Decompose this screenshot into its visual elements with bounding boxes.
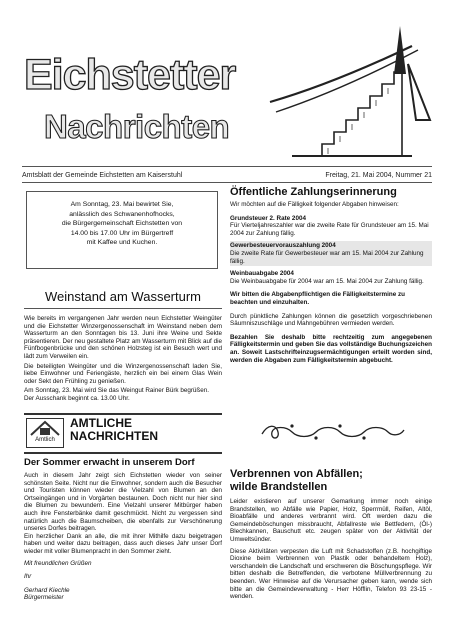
zahlung-block-2 [230,241,432,266]
abfaelle-title-1: Verbrennen von Abfällen; [230,468,363,480]
sommer-article [24,456,222,602]
sommer-sign-name: Gerhard Kiechle [24,586,70,594]
village-logo-icon [262,24,432,164]
sommer-title: Der Sommer erwacht in unserem Dorf [24,457,195,468]
promo-line: die Bürgergemeinschaft Eichstetten von [61,220,183,228]
sommer-sign-ihr: Ihr [24,573,32,581]
weinstand-para-2: Die beteiligten Weingüter und die Winzergenossenschaft laden Sie, liebe Einwohner und Feriengäste, herzlich ein bei einem Glas Wein oder Sekt den Frühling zu genießen. [24,362,222,385]
promo-line: Am Sonntag, 23. Mai bewirtet Sie, [70,201,174,208]
weinstand-para-1: Wie bereits im vergangenen Jahr werden neun Eichstetter Weingüter und die Eichstetter Winzergenossenschaft im Weinstand neben dem Wasserturm an den Sonntagen bis 13. Juni ihre Weine und Sekte präsentieren. Der neu gestaltete Platz am Wasserturm mit Blick auf die Fünfbogenbrücke und den schönen Holzsteg ist ein Besuch wert und lädt zum Verweilen ein. [24,315,222,360]
masthead-date-issue: Freitag, 21. Mai 2004, Nummer 21 [325,172,432,179]
masthead-rule-top [22,166,432,167]
amtlich-logo-text: Amtlich [35,437,55,443]
weinstand-article [24,290,222,403]
abfaelle-para-2: Diese Aktivitäten verpesten die Luft mit Schadstoffen (z.B. hochgiftige Dioxine beim Verbrennen von Plastik oder behandeltem Holz), verschandeln die Landschaft und erschweren die Böschungspflege. Wir bitten deshalb die Betreffenden, die verbotene Müllverbrennung zu beenden. Wer Hinweise auf die Verursacher geben kann, wende sich bitte an die Gemeindeverwaltung - Herr Höfflin, Telefon 93 23-15 - wenden. [230,547,432,601]
amtlich-line-2: NACHRICHTEN [70,429,158,443]
zahlung-h1: Grundsteuer 2. Rate 2004 [230,214,306,222]
zahlung-bold-1: Wir bitten die Abgabenpflichtigen die Fälligkeitstermine zu beachten und einzuhalten. [230,291,405,306]
masthead-subtitle: Amtsblatt der Gemeinde Eichstetten am Kaiserstuhl [22,172,183,179]
masthead-subtitle-title: Nachrichten [44,108,230,145]
zahlung-bold-2: Bezahlen Sie deshalb bitte rechtzeitig zum angegebenen Fälligkeitstermin und geben Sie das vollständige Buchungszeichen an. Soweit Lastschrifteinzugsermächtigungen erteilt worden sind, werden die Abgaben zum Fälligkeitstermin abgebucht. [230,333,432,364]
amtlich-heading [70,417,158,443]
zahlung-h2: Gewerbesteuervorauszahlung 2004 [230,242,336,250]
zahlung-t1: Für Vierteljahreszahler war die zweite Rate für Grundsteuer am 15. Mai 2004 zur Zahlung fällig. [230,222,429,237]
zahlung-article [230,186,432,364]
zahlung-intro: Wir möchten auf die Fälligkeit folgender Abgaben hinweisen: [230,201,399,208]
promo-line: anlässlich des Schwanenhofhocks, [69,210,175,218]
sommer-sign-greeting: Mit freundlichen Grüßen [24,559,92,567]
zahlung-t3: Die Weinbauabgabe für 2004 war am 15. Mai 2004 zur Zahlung fällig. [230,277,424,285]
promo-line: 14.00 bis 17.00 Uhr im Bürgertreff [70,229,174,237]
sommer-para-1: Auch in diesem Jahr zeigt sich Eichstetten wieder von seiner schönsten Seite. Nicht nur die Einwohner, sondern auch die Besucher und Touristen können wieder die Vielzahl von Blumen an den Ortseingängen und in Vorgärten bestaunen. Doch nicht nur hier sind die Blumen zu bewundern. Eine Vielzahl unserer Mitbürger haben auch ihre Fensterbänke damit geschmückt. Nicht zu vergessen sind natürlich auch die Baumscheiben, die ebenfalls zur Verschönerung unseres Dorfes beitragen. [24,472,222,533]
ornament-divider-icon [258,422,408,444]
sommer-sign-role: Bürgermeister [24,594,64,602]
abfaelle-article [230,468,432,601]
weinstand-para-3: Am Sonntag, 23. Mai wird Sie das Weingut Rainer Bürk begrüßen. [24,387,210,395]
weinstand-para-4: Der Ausschank beginnt ca. 13.00 Uhr. [24,394,130,402]
masthead-title: Eichstetter [24,51,236,99]
abfaelle-title-2: wilde Brandstellen [230,481,328,493]
crest-icon [27,419,63,437]
weinstand-bottom-rule [24,413,222,415]
promo-box [26,191,218,269]
masthead-rule-bottom [22,182,432,183]
amtlich-logo [26,418,64,448]
amtlich-bottom-rule [24,452,222,454]
zahlung-t2: Die zweite Rate für Gewerbesteuer war am 15. Mai 2004 zur Zahlung fällig. [230,249,424,265]
zahlung-h3: Weinbauabgabe 2004 [230,270,294,278]
amtlich-line-1: AMTLICHE [70,416,132,430]
abfaelle-para-1: Leider existieren auf unserer Gemarkung immer noch einige Brandstellen, wo Abfälle wie Papier, Holz, Sperrmüll, Reifen, Altöl, Bioabfälle und anderes verbrannt wird. Oft werden dazu die Gemeindeböschungen missbraucht, Abfallreste wie Bettfedern, (Öl-) Blechkannen, Bauschutt etc. zeugen später von der Aktivität der Umweltsünder. [230,498,432,543]
sommer-para-2: Ein herzlicher Dank an alle, die mit ihrer Mithilfe dazu beigetragen haben und weiter dazu beitragen, dass auch dieses Jahr unser Dorf wieder mit voller Blumenpracht in den Sommer zieht. [24,532,222,555]
zahlung-t4: Durch pünktliche Zahlungen können die gesetzlich vorgeschriebenen Säumniszuschläge und Mahngebühren vermieden werden. [230,312,432,328]
zahlung-title: Öffentliche Zahlungserinnerung [230,186,397,198]
promo-line: mit Kaffee und Kuchen. [86,239,158,247]
weinstand-title: Weinstand am Wasserturm [44,289,202,304]
